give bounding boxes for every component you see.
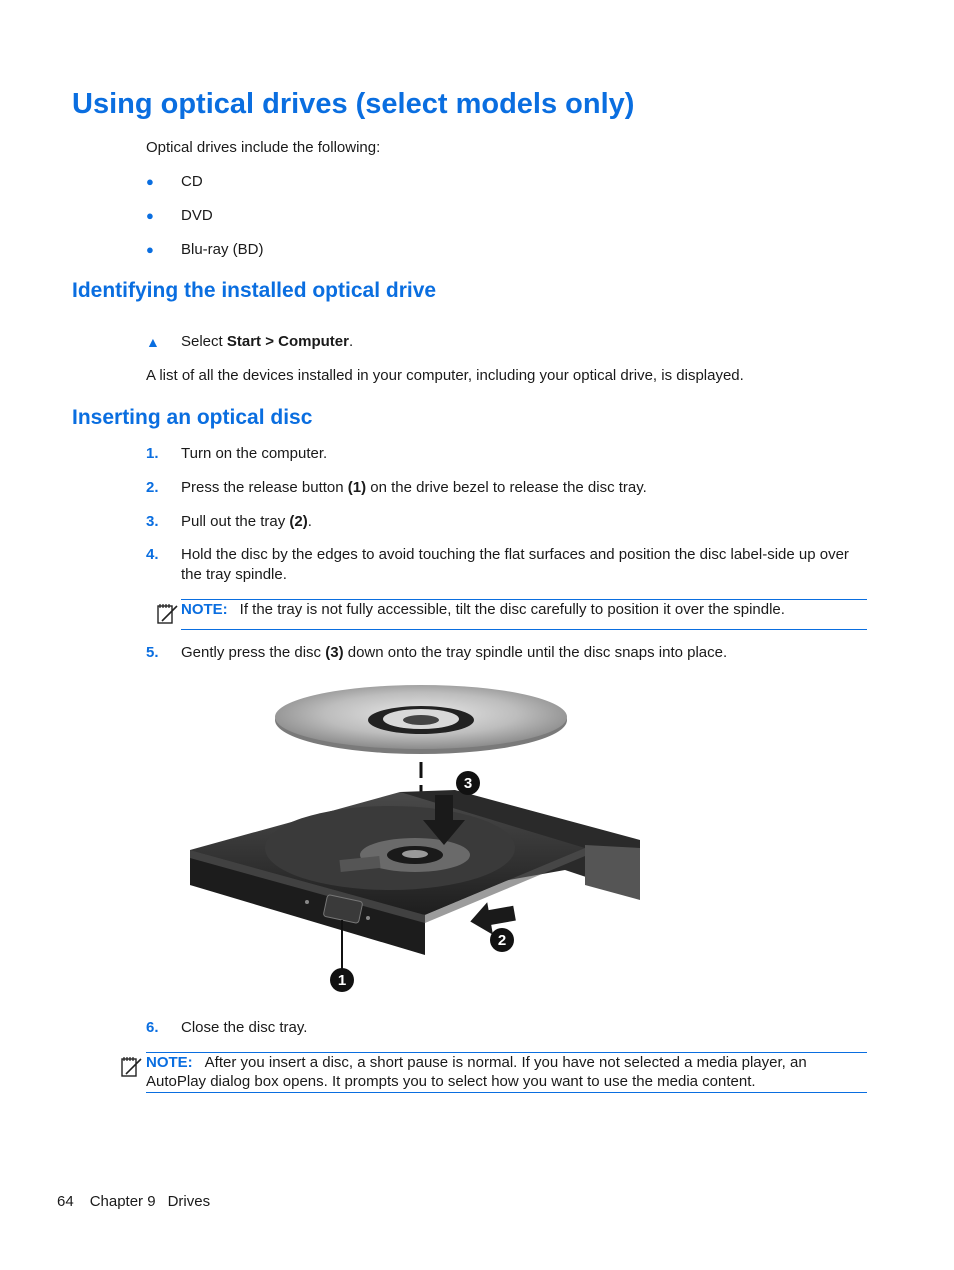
step-callout: (2) bbox=[289, 513, 308, 530]
note-box bbox=[181, 599, 867, 630]
list-item: CD bbox=[181, 173, 203, 190]
step-number: 3. bbox=[146, 513, 159, 530]
step-text: Hold the disc by the edges to avoid touching the flat surfaces and position the disc label-side up over the tray spindle. bbox=[181, 546, 849, 583]
step-callout: (3) bbox=[325, 644, 344, 661]
note-text: If the tray is not fully accessible, tilt the disc carefully to position it over the spindle. bbox=[239, 601, 785, 618]
section-heading-identify: Identifying the installed optical drive bbox=[72, 279, 437, 302]
callout-3 bbox=[456, 771, 480, 795]
step-callout: (1) bbox=[347, 479, 367, 496]
page-title: Using optical drives (select models only) bbox=[72, 88, 635, 120]
step-text-part: Pull out the tray bbox=[181, 513, 290, 530]
note-label: NOTE: bbox=[181, 601, 228, 618]
page-footer bbox=[57, 1192, 226, 1212]
note-icon bbox=[119, 1055, 143, 1079]
note-text: After you insert a disc, a short pause is normal. If you have not selected a media player, an AutoPlay dialog box opens. It prompts you to select how you want to use the media content. bbox=[146, 1054, 807, 1090]
list-item: DVD bbox=[181, 207, 213, 224]
footer-section: Drives bbox=[167, 1193, 211, 1210]
note-icon bbox=[155, 602, 179, 626]
callout-1 bbox=[330, 968, 354, 992]
step-text-part: . bbox=[307, 513, 312, 530]
step-number: 4. bbox=[146, 546, 159, 563]
step-text-part: down onto the tray spindle until the disc snaps into place. bbox=[343, 644, 728, 661]
disc bbox=[275, 685, 567, 754]
single-step bbox=[181, 332, 353, 352]
page-number: 64 bbox=[57, 1193, 74, 1210]
optical-drive-illustration bbox=[185, 680, 650, 995]
section-heading-insert: Inserting an optical disc bbox=[72, 406, 313, 429]
step-number: 5. bbox=[146, 644, 159, 661]
step-text bbox=[181, 512, 871, 532]
step-number: 1. bbox=[146, 445, 159, 462]
footer-chapter: Chapter 9 bbox=[89, 1193, 156, 1210]
step-text: Turn on the computer. bbox=[181, 445, 328, 462]
step-text bbox=[181, 478, 871, 498]
svg-text:1: 1 bbox=[337, 972, 347, 989]
step-text-part: Press the release button bbox=[181, 479, 348, 496]
bullet-icon: ● bbox=[146, 174, 154, 189]
step-text: Select bbox=[181, 333, 227, 350]
bullet-icon: ● bbox=[146, 242, 154, 257]
triangle-icon: ▲ bbox=[146, 334, 160, 350]
list-item: Blu-ray (BD) bbox=[181, 241, 264, 258]
step-number: 6. bbox=[146, 1019, 159, 1036]
svg-text:3: 3 bbox=[463, 775, 473, 792]
step-text: . bbox=[348, 333, 354, 350]
note-box bbox=[146, 1052, 867, 1093]
result-text: A list of all the devices installed in your computer, including your optical drive, is displayed. bbox=[146, 367, 744, 384]
bullet-icon: ● bbox=[146, 208, 154, 223]
step-text-part: Gently press the disc bbox=[181, 644, 326, 661]
callout-2 bbox=[490, 928, 514, 952]
svg-text:2: 2 bbox=[497, 932, 507, 949]
step-text bbox=[181, 643, 871, 663]
step-number: 2. bbox=[146, 479, 159, 496]
step-text: Close the disc tray. bbox=[181, 1019, 308, 1036]
note-label: NOTE: bbox=[146, 1054, 193, 1071]
intro-text: Optical drives include the following: bbox=[146, 139, 381, 156]
step-bold: Start > Computer bbox=[226, 333, 349, 350]
step-text-part: on the drive bezel to release the disc tray. bbox=[366, 479, 647, 496]
